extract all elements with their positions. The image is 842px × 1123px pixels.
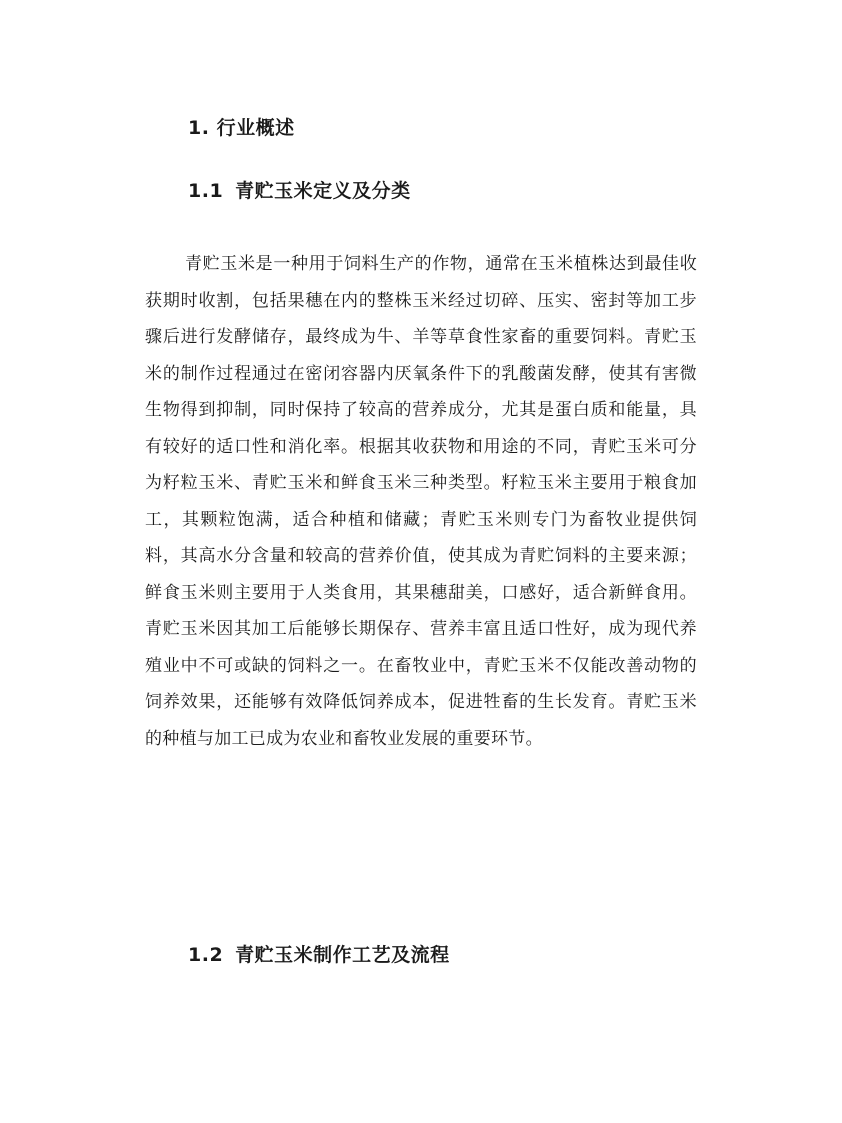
section-heading (188, 115, 295, 141)
subsection-number: 1.2 (188, 944, 224, 966)
section-number: 1. (188, 117, 210, 139)
subsection-title: 青贮玉米定义及分类 (235, 180, 411, 202)
subsection-title: 青贮玉米制作工艺及流程 (235, 944, 450, 966)
section-title: 行业概述 (216, 117, 295, 139)
subsection-number: 1.1 (188, 180, 224, 202)
subsection-heading-1-2 (188, 942, 450, 968)
subsection-heading-1-1 (188, 178, 411, 204)
body-paragraph: 青贮玉米是一种用于饲料生产的作物，通常在玉米植株达到最佳收获期时收割，包括果穗在内的整株玉米经过切碎、压实、密封等加工步骤后进行发酵储存，最终成为牛、羊等草食性家畜的重要饲料。青贮玉米的制作过程通过在密闭容器内厌氧条件下的乳酸菌发酵，使其有害微生物得到抑制，同时保持了较高的营养成分，尤其是蛋白质和能量，具有较好的适口性和消化率。根据其收获物和用途的不同，青贮玉米可分为籽粒玉米、青贮玉米和鲜食玉米三种类型。籽粒玉米主要用于粮食加工，其颗粒饱满，适合种植和储藏；青贮玉米则专门为畜牧业提供饲料，其高水分含量和较高的营养价值，使其成为青贮饲料的主要来源；鲜食玉米则主要用于人类食用，其果穗甜美，口感好，适合新鲜食用。青贮玉米因其加工后能够长期保存、营养丰富且适口性好，成为现代养殖业中不可或缺的饲料之一。在畜牧业中，青贮玉米不仅能改善动物的饲养效果，还能够有效降低饲养成本，促进牲畜的生长发育。青贮玉米的种植与加工已成为农业和畜牧业发展的重要环节。 (145, 254, 697, 749)
